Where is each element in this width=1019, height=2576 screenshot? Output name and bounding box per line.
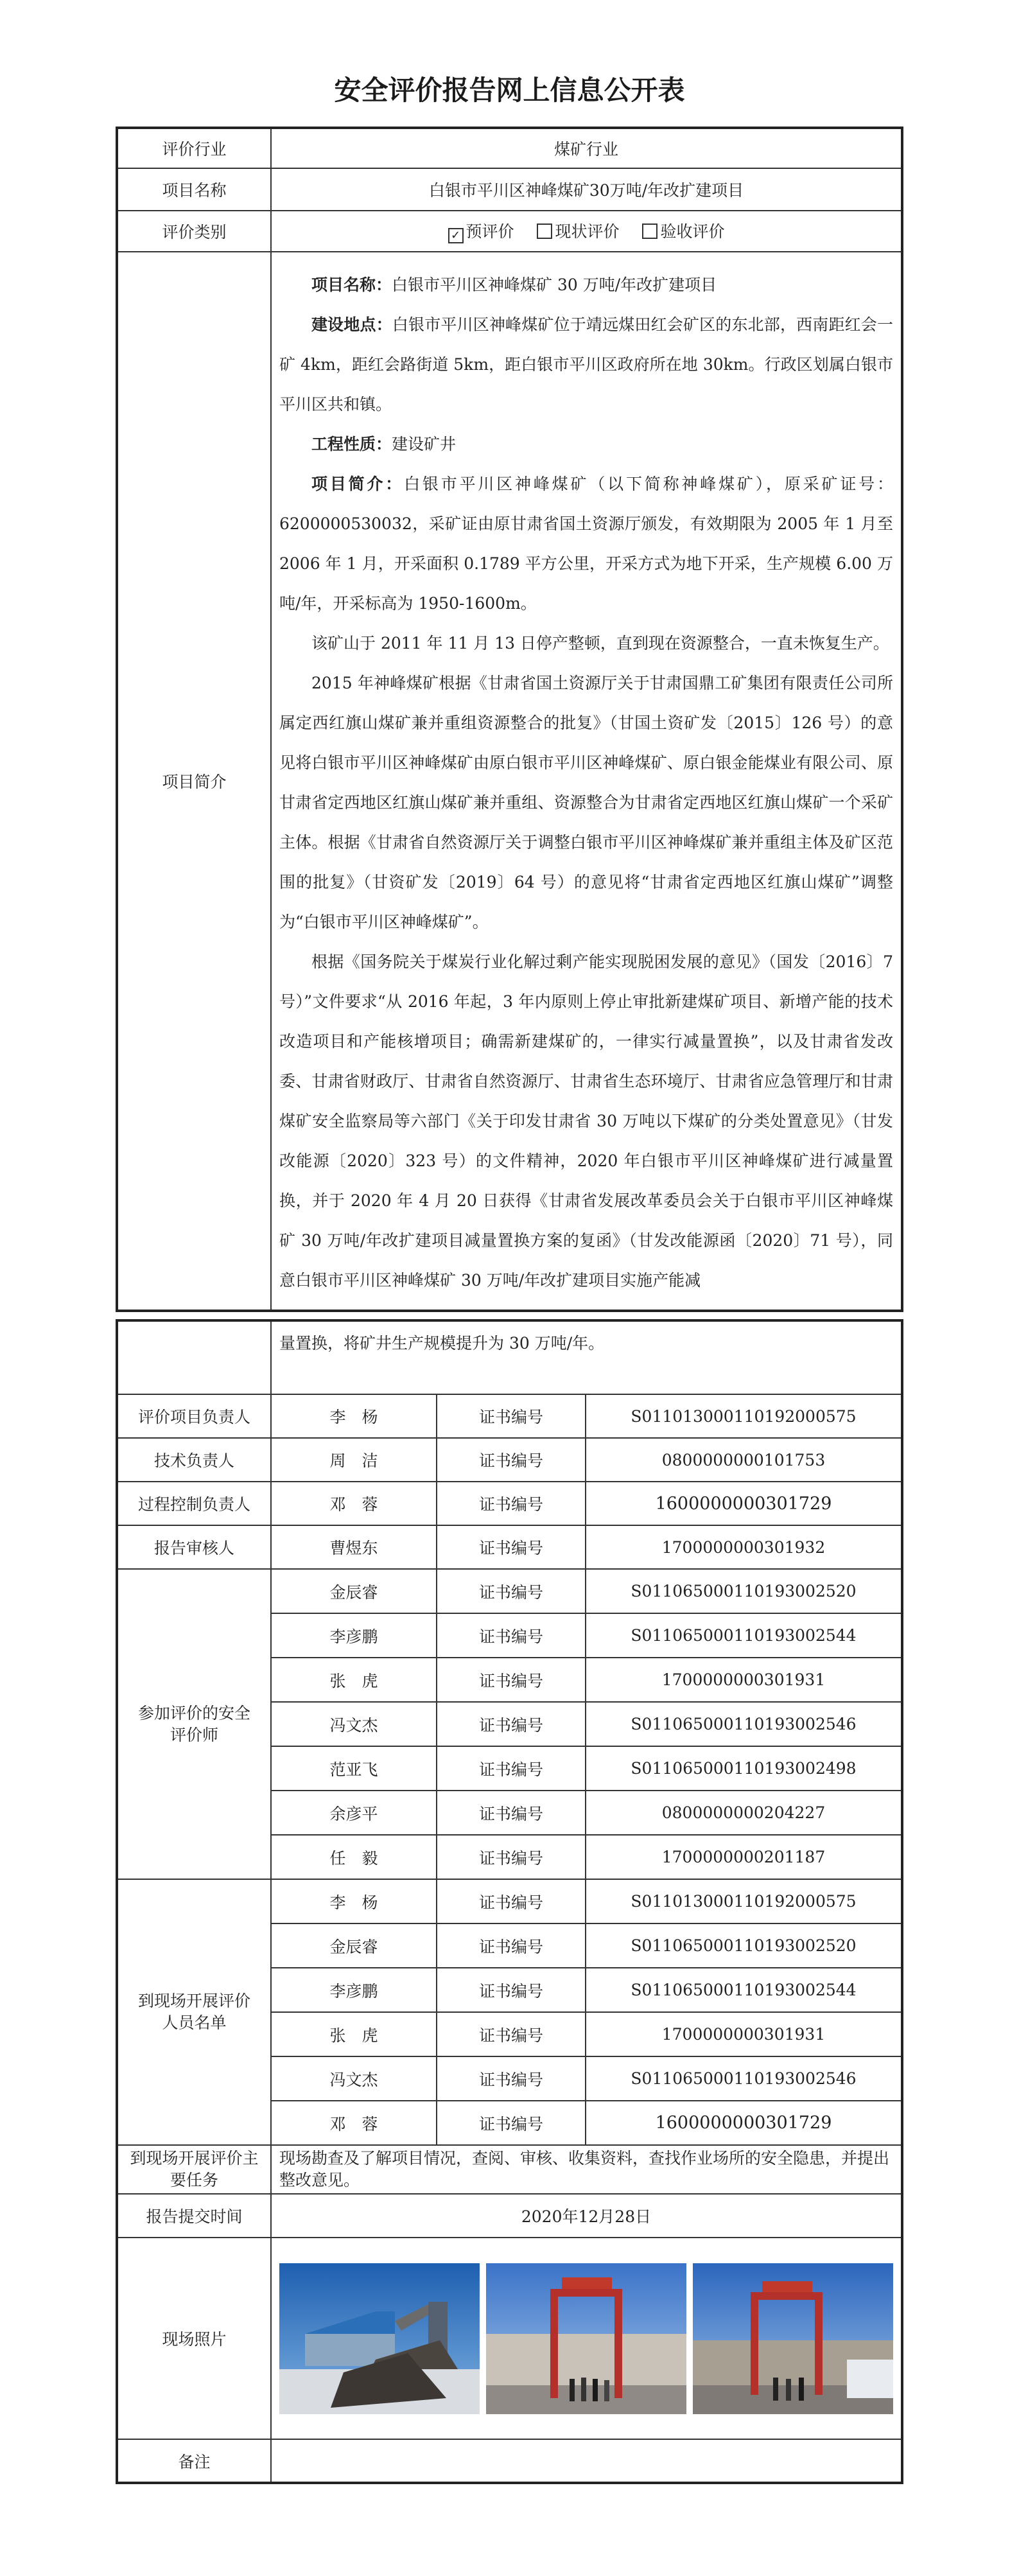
remarks-label: 备注 [117, 2439, 271, 2483]
role-label: 评价项目负责人 [117, 1394, 271, 1438]
cert-label: 证书编号 [437, 1879, 586, 1923]
intro-summary: 项目简介：白银市平川区神峰煤矿（以下简称神峰煤矿），原采矿证号：6200000530032，采矿证由原甘肃省国土资源厅颁发，有效期限为 2005 年 1 月至 2006 年 1 月，开采面积 0.1789 平方公里，开采方式为地下开采，生产规模 6.00 万吨/年，开采标高为 1950-1600m。 [279, 475, 893, 613]
cert-number: S011065000110193002546 [586, 1702, 902, 1746]
onsite-row [117, 1879, 902, 1923]
intro-project-name: 项目名称：白银市平川区神峰煤矿 30 万吨/年改扩建项目 [311, 276, 717, 294]
cert-label: 证书编号 [437, 1702, 586, 1746]
role-row [117, 1482, 902, 1525]
person-name: 李彦鹏 [271, 1968, 437, 2012]
intro-para2: 该矿山于 2011 年 11 月 13 日停产整顿，直到现在资源整合，一直未恢复生产。 [311, 634, 889, 653]
role-row [117, 1438, 902, 1482]
intro-para4: 根据《国务院关于煤炭行业化解过剩产能实现脱困发展的意见》（国发〔2016〕7 号）”文件要求“从 2016 年起，3 年内原则上停止审批新建煤矿项目、新增产能的技术改造项目和产能核增项目；确需新建煤矿的，一律实行减量置换”，以及甘肃省发改委、甘肃省财政厅、甘肃省自然资源厅、甘肃省生态环境厅、甘肃省应急管理厅和甘肃煤矿安全监察局等六部门《关于印发甘肃省 30 万吨以下煤矿的分类处置意见》（甘发改能源〔2020〕323 号）的文件精神，2020 年白银市平川区神峰煤矿进行减量置换，并于 2020 年 4 月 20 日获得《甘肃省发展改革委员会关于白银市平川区神峰煤矿 30 万吨/年改扩建项目减量置换方案的复函》（甘发改能源函〔2020〕71 号），同意白银市平川区神峰煤矿 30 万吨/年改扩建项目实施产能减 [279, 952, 893, 1290]
participants-row [117, 1569, 902, 1613]
cert-label: 证书编号 [437, 2101, 586, 2145]
cert-label: 证书编号 [437, 1658, 586, 1702]
person-name: 冯文杰 [271, 1702, 437, 1746]
role-row [117, 1525, 902, 1569]
cert-number: 0800000000204227 [586, 1791, 902, 1835]
cert-number: 1700000000301932 [586, 1525, 902, 1569]
photos-cell [271, 2238, 902, 2439]
person-name: 周 洁 [271, 1438, 437, 1482]
cert-label: 证书编号 [437, 1968, 586, 2012]
person-name: 张 虎 [271, 1658, 437, 1702]
cert-label: 证书编号 [437, 1746, 586, 1791]
site-photo-3 [693, 2263, 893, 2414]
person-name: 范亚飞 [271, 1746, 437, 1791]
eval-type-label: 评价类别 [117, 211, 271, 252]
cert-label: 证书编号 [437, 1394, 586, 1438]
onsite-label: 到现场开展评价人员名单 [117, 1879, 271, 2145]
person-name: 李彦鹏 [271, 1613, 437, 1658]
role-label: 报告审核人 [117, 1525, 271, 1569]
cert-label: 证书编号 [437, 1569, 586, 1613]
person-name: 邓 蓉 [271, 2101, 437, 2145]
cert-label: 证书编号 [437, 2056, 586, 2101]
eval-type-options [271, 211, 902, 252]
cert-number: 1700000000301931 [586, 2012, 902, 2056]
tasks-label: 到现场开展评价主要任务 [117, 2145, 271, 2194]
submit-value: 2020年12月28日 [271, 2194, 902, 2238]
person-name: 邓 蓉 [271, 1482, 437, 1525]
person-name: 曹煜东 [271, 1525, 437, 1569]
cert-label: 证书编号 [437, 1438, 586, 1482]
info-table-part1 [116, 127, 903, 1312]
intro-continuation: 量置换，将矿井生产规模提升为 30 万吨/年。 [271, 1320, 902, 1394]
cert-number: S011065000110193002520 [586, 1569, 902, 1613]
participants-label: 参加评价的安全评价师 [117, 1569, 271, 1879]
intro-para3: 2015 年神峰煤矿根据《甘肃省国土资源厅关于甘肃国鼎工矿集团有限责任公司所属定西红旗山煤矿兼并重组资源整合的批复》（甘国土资矿发〔2015〕126 号）的意见将白银市平川区神峰煤矿由原白银市平川区神峰煤矿、原白银金能煤业有限公司、原甘肃省定西地区红旗山煤矿兼并重组、资源整合为甘肃省定西地区红旗山煤矿一个采矿主体。根据《甘肃省自然资源厅关于调整白银市平川区神峰煤矿兼并重组主体及矿区范围的批复》（甘资矿发〔2019〕64 号）的意见将“甘肃省定西地区红旗山煤矿”调整为“白银市平川区神峰煤矿”。 [279, 674, 893, 931]
cert-label: 证书编号 [437, 1791, 586, 1835]
eval-type-option-pre[interactable]: ✓ 预评价 [448, 222, 514, 241]
eval-type-option-current[interactable]: 现状评价 [537, 222, 619, 241]
intro-location: 建设地点：白银市平川区神峰煤矿位于靖远煤田红会矿区的东北部，西南距红会一矿 4km，距红会路街道 5km，距白银市平川区政府所在地 30km。行政区划属白银市平川区共和镇。 [279, 315, 893, 414]
submit-label: 报告提交时间 [117, 2194, 271, 2238]
person-name: 李 杨 [271, 1394, 437, 1438]
cert-label: 证书编号 [437, 1525, 586, 1569]
person-name: 李 杨 [271, 1879, 437, 1923]
cert-number: 1700000000201187 [586, 1835, 902, 1879]
remarks-value [271, 2439, 902, 2483]
checkbox-icon[interactable] [537, 223, 552, 239]
cert-number: S011065000110193002544 [586, 1613, 902, 1658]
cert-number: 0800000000101753 [586, 1438, 902, 1482]
cert-number: S011013000110192000575 [586, 1394, 902, 1438]
checkbox-checked-icon[interactable]: ✓ [448, 228, 464, 243]
cert-label: 证书编号 [437, 1482, 586, 1525]
cert-number: 1700000000301931 [586, 1658, 902, 1702]
cert-number: S011065000110193002546 [586, 2056, 902, 2101]
person-name: 张 虎 [271, 2012, 437, 2056]
cert-number: 1600000000301729 [586, 2101, 902, 2145]
site-photo-1 [279, 2263, 480, 2414]
industry-value: 煤矿行业 [271, 128, 902, 168]
page-title: 安全评价报告网上信息公开表 [334, 74, 685, 106]
cert-number: 1600000000301729 [586, 1482, 902, 1525]
industry-label: 评价行业 [117, 128, 271, 168]
cert-number: S011065000110193002520 [586, 1923, 902, 1968]
cert-label: 证书编号 [437, 2012, 586, 2056]
cert-label: 证书编号 [437, 1923, 586, 1968]
roles-section [117, 1394, 902, 1569]
tasks-value: 现场勘查及了解项目情况，查阅、审核、收集资料，查找作业场所的安全隐患，并提出整改意见。 [271, 2145, 902, 2194]
cert-number: S011065000110193002498 [586, 1746, 902, 1791]
person-name: 金辰睿 [271, 1569, 437, 1613]
info-table-part2 [116, 1319, 903, 2484]
cert-label: 证书编号 [437, 1835, 586, 1879]
project-name-label: 项目名称 [117, 168, 271, 211]
photos-label: 现场照片 [117, 2238, 271, 2439]
intro-nature: 工程性质：建设矿井 [311, 435, 457, 453]
onsite-section [117, 1879, 902, 2145]
cert-number: S011065000110193002544 [586, 1968, 902, 2012]
person-name: 余彦平 [271, 1791, 437, 1835]
person-name: 任 毅 [271, 1835, 437, 1879]
person-name: 冯文杰 [271, 2056, 437, 2101]
site-photo-2 [486, 2263, 686, 2414]
role-label: 过程控制负责人 [117, 1482, 271, 1525]
participants-section [117, 1569, 902, 1879]
checkbox-icon[interactable] [642, 223, 658, 239]
eval-type-option-acceptance[interactable]: 验收评价 [642, 222, 724, 241]
intro-label: 项目简介 [117, 252, 271, 1311]
cert-number: S011013000110192000575 [586, 1879, 902, 1923]
project-name-value: 白银市平川区神峰煤矿30万吨/年改扩建项目 [271, 168, 902, 211]
role-label: 技术负责人 [117, 1438, 271, 1482]
intro-content [271, 252, 902, 1311]
role-row [117, 1394, 902, 1438]
cert-label: 证书编号 [437, 1613, 586, 1658]
person-name: 金辰睿 [271, 1923, 437, 1968]
